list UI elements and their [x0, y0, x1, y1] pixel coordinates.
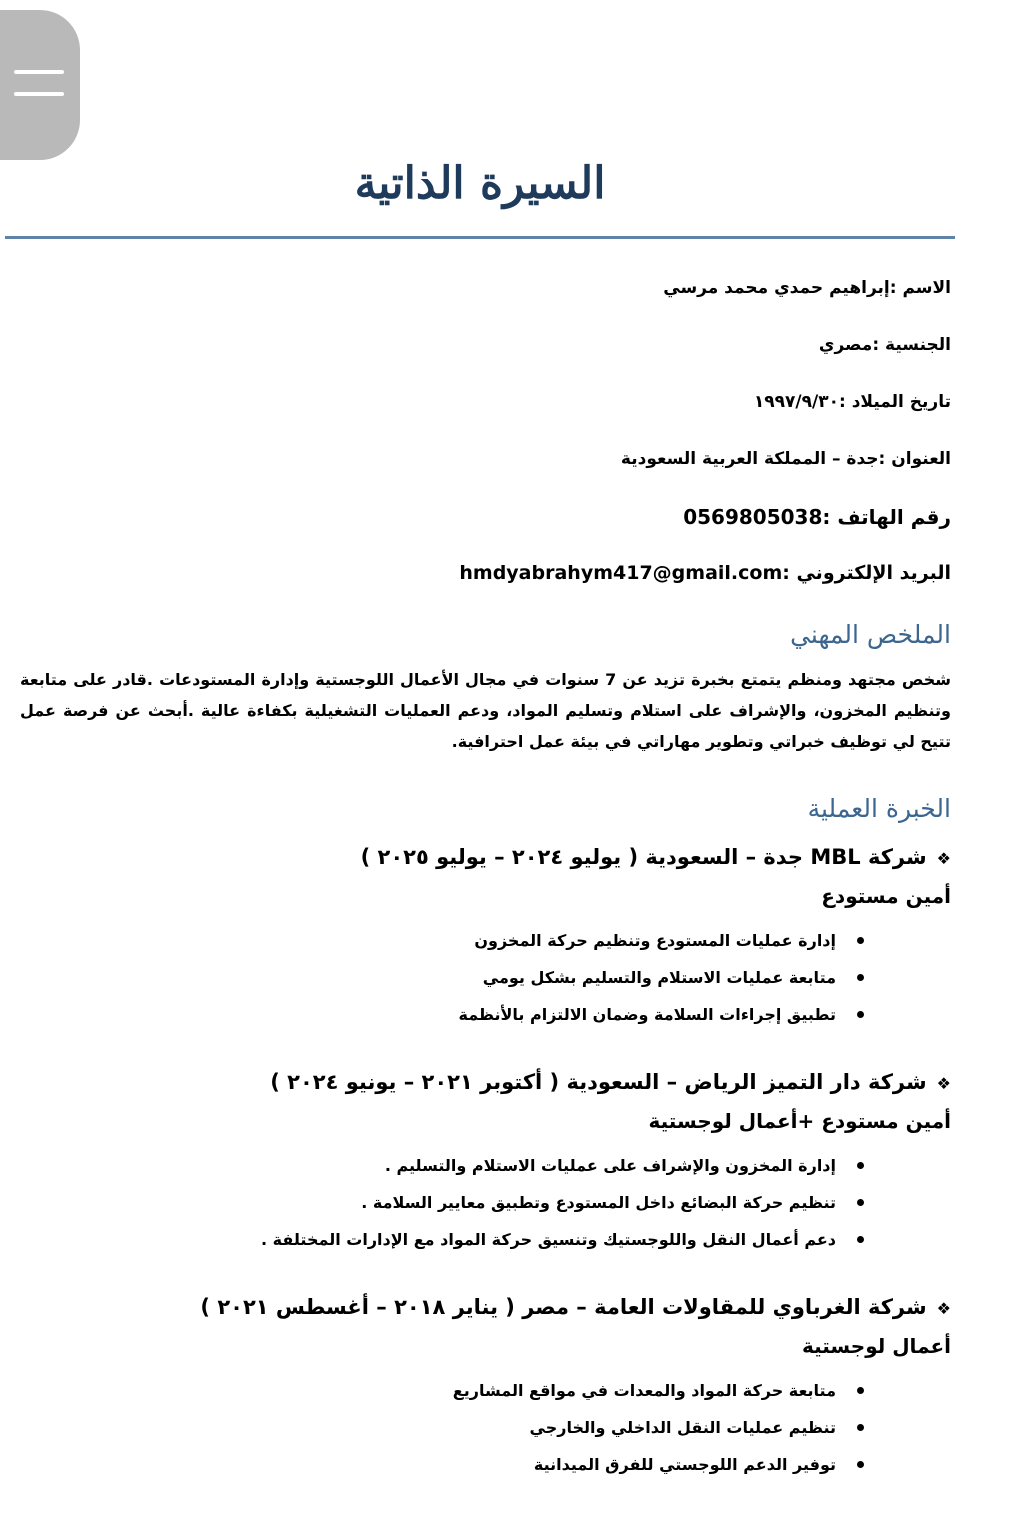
menu-button[interactable]: [0, 10, 80, 160]
list-item: تطبيق إجراءات السلامة وضمان الالتزام بالأنظمة: [458, 996, 864, 1033]
list-item: إدارة عمليات المستودع وتنظيم حركة المخزون: [458, 922, 864, 959]
dot-bullet-icon: [857, 1387, 864, 1394]
hamburger-menu-icon: [14, 70, 64, 74]
nationality-line: الجنسية :مصري: [818, 335, 951, 355]
list-item: دعم أعمال النقل واللوجستيك وتنسيق حركة المواد مع الإدارات المختلفة .: [261, 1221, 864, 1258]
list-item: تنظيم حركة البضائع داخل المستودع وتطبيق معايير السلامة .: [261, 1184, 864, 1221]
birth-date-line: تاريخ الميلاد :١٩٩٧/٩/٣٠: [753, 392, 951, 412]
list-item: متابعة حركة المواد والمعدات في مواقع المشاريع: [453, 1372, 864, 1409]
address-line: العنوان :جدة – المملكة العربية السعودية: [620, 449, 951, 469]
job-duties-list: [458, 922, 864, 1033]
phone-line: رقم الهاتف :0569805038: [683, 505, 951, 529]
dot-bullet-icon: [857, 937, 864, 944]
dot-bullet-icon: [857, 1236, 864, 1243]
job-company: [270, 1070, 951, 1094]
list-item: توفير الدعم اللوجستي للفرق الميدانية: [453, 1446, 864, 1483]
email-line: البريد الإلكتروني :hmdyabrahym417@gmail.com: [459, 562, 951, 584]
dot-bullet-icon: [857, 1461, 864, 1468]
job-duties-list: [261, 1147, 864, 1258]
dot-bullet-icon: [857, 974, 864, 981]
title-divider: [5, 236, 955, 239]
list-item: متابعة عمليات الاستلام والتسليم بشكل يومي: [458, 959, 864, 996]
diamond-bullet-icon: ❖: [936, 1074, 951, 1093]
dot-bullet-icon: [857, 1011, 864, 1018]
diamond-bullet-icon: ❖: [936, 1299, 951, 1318]
experience-heading: الخبرة العملية: [807, 794, 951, 823]
list-item: إدارة المخزون والإشراف على عمليات الاستلام والتسليم .: [261, 1147, 864, 1184]
job-company: [361, 845, 951, 869]
job-company-text: شركة MBL جدة – السعودية ( يوليو ٢٠٢٤ – يوليو ٢٠٢٥ ): [360, 845, 927, 869]
dot-bullet-icon: [857, 1199, 864, 1206]
summary-heading: الملخص المهني: [790, 620, 951, 649]
name-line: الاسم :إبراهيم حمدي محمد مرسي: [663, 278, 951, 298]
job-company: [200, 1295, 951, 1319]
job-role: أمين مستودع +أعمال لوجستية: [648, 1109, 951, 1133]
dot-bullet-icon: [857, 1162, 864, 1169]
job-company-text: شركة دار التميز الرياض – السعودية ( أكتوبر ٢٠٢١ – يونيو ٢٠٢٤ ): [270, 1070, 927, 1094]
hamburger-menu-icon: [14, 92, 64, 96]
job-role: أمين مستودع: [821, 884, 951, 908]
job-company-text: شركة الغرباوي للمقاولات العامة – مصر ( يناير ٢٠١٨ – أغسطس ٢٠٢١ ): [200, 1295, 927, 1319]
dot-bullet-icon: [857, 1424, 864, 1431]
diamond-bullet-icon: ❖: [936, 849, 951, 868]
job-role: أعمال لوجستية: [801, 1334, 951, 1358]
list-item: تنظيم عمليات النقل الداخلي والخارجي: [453, 1409, 864, 1446]
page-title: السيرة الذاتية: [354, 158, 606, 209]
job-duties-list: [453, 1372, 864, 1483]
summary-text: شخص مجتهد ومنظم يتمتع بخبرة تزيد عن 7 سنوات في مجال الأعمال اللوجستية وإدارة المستودعات .قادر على متابعة وتنظيم المخزون، والإشراف على استلام وتسليم المواد، ودعم العمليات التشغيلية بكفاءة عالية .أبحث عن فرصة عمل تتيح لي توظيف خبراتي وتطوير مهاراتي في بيئة عمل احترافية.: [20, 670, 951, 751]
